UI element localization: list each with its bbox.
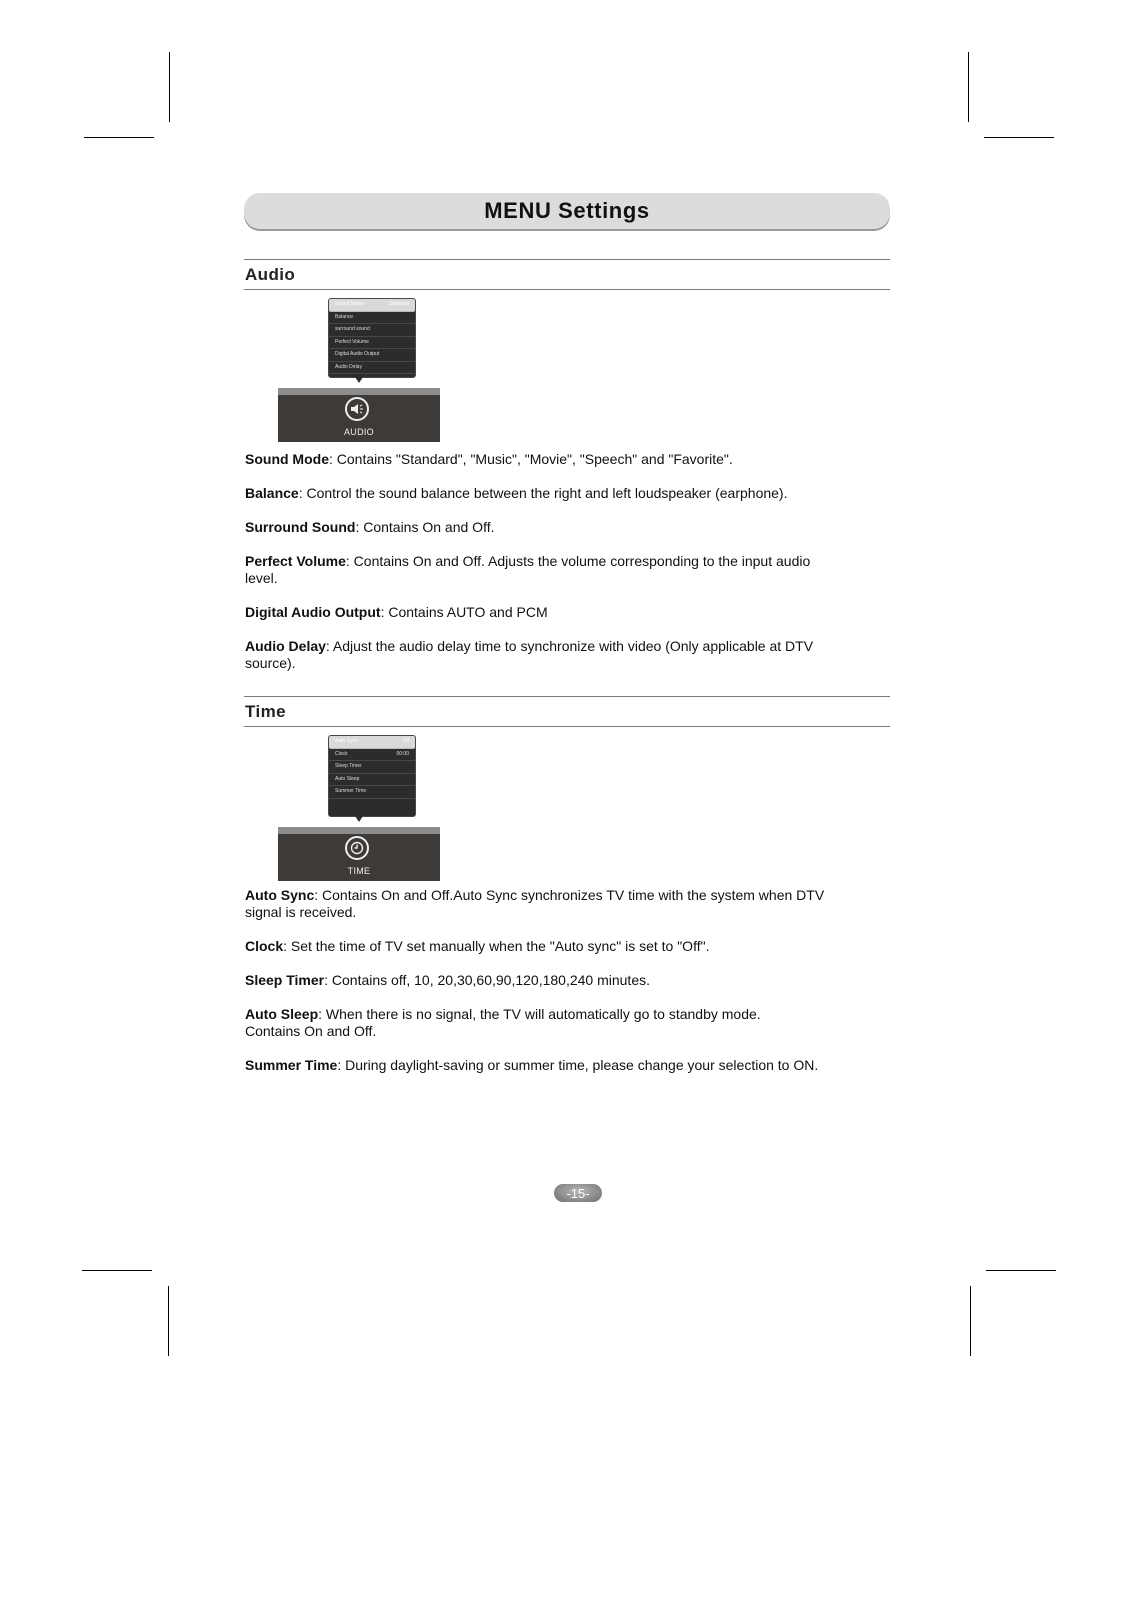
- time-osd-bar: [278, 827, 440, 881]
- page-number: -15-: [554, 1184, 602, 1202]
- osd-item-perfect-volume[interactable]: [329, 337, 415, 350]
- term: Clock: [245, 938, 284, 954]
- osd-item-clock[interactable]: [329, 749, 415, 762]
- osd-item-auto-sync[interactable]: [329, 736, 415, 749]
- desc-sleep-timer: [245, 972, 855, 989]
- osd-item-label: Balance: [335, 313, 354, 320]
- term: Auto Sync: [245, 887, 315, 903]
- section-rule: [244, 696, 890, 697]
- osd-item-digital-audio-output[interactable]: [329, 349, 415, 362]
- osd-item-balance[interactable]: [329, 312, 415, 325]
- crop-mark: [168, 1286, 169, 1356]
- desc-clock: [245, 938, 855, 955]
- desc-balance: [245, 485, 855, 502]
- osd-item-summer-time[interactable]: [329, 786, 415, 799]
- section-rule: [244, 289, 890, 290]
- osd-bar-strip: [278, 388, 440, 395]
- page-title-bar: [244, 193, 890, 229]
- osd-item-sound-mode[interactable]: [329, 299, 415, 312]
- clock-icon: [345, 836, 369, 860]
- crop-mark: [986, 1270, 1056, 1271]
- time-heading: Time: [245, 702, 286, 721]
- definition: : Contains off, 10, 20,30,60,90,120,180,240 minutes.: [324, 972, 650, 988]
- desc-audio-delay: [245, 638, 830, 672]
- crop-mark: [970, 1286, 971, 1356]
- term: Summer Time: [245, 1057, 338, 1073]
- osd-item-label: Sound Mode: [335, 301, 364, 307]
- osd-pointer: [355, 377, 363, 383]
- osd-item-label: Digital Audio Output: [335, 351, 380, 357]
- definition: : During daylight-saving or summer time, please change your selection to ON.: [337, 1057, 819, 1073]
- desc-perfect-volume: [245, 553, 830, 587]
- osd-item-label: Perfect Volume: [335, 338, 369, 345]
- osd-bar-label: TIME: [347, 866, 371, 876]
- osd-item-label: Summer Time: [335, 788, 367, 794]
- crop-mark: [84, 137, 154, 138]
- desc-auto-sleep: [245, 1006, 815, 1040]
- section-rule: [244, 726, 890, 727]
- osd-pointer: [355, 816, 363, 822]
- osd-item-label: Auto Sleep: [335, 775, 360, 782]
- desc-auto-sync: [245, 887, 845, 921]
- osd-item-value: 00:00: [396, 750, 409, 757]
- osd-bar-label: AUDIO: [343, 427, 374, 437]
- desc-surround-sound: [245, 519, 855, 536]
- term: Balance: [245, 485, 299, 501]
- osd-item-auto-sleep[interactable]: [329, 774, 415, 787]
- crop-mark: [82, 1270, 152, 1271]
- page-title: MENU Settings: [484, 198, 650, 223]
- term: Audio Delay: [245, 638, 326, 654]
- osd-item-value: Off: [402, 738, 409, 744]
- term: Sound Mode: [245, 451, 329, 467]
- definition: : Contains On and Off.: [355, 519, 495, 535]
- osd-item-label: surround sound: [335, 326, 370, 332]
- audio-osd-bar: [278, 388, 440, 442]
- osd-item-surround-sound[interactable]: [329, 324, 415, 337]
- crop-mark: [984, 137, 1054, 138]
- term: Digital Audio Output: [245, 604, 381, 620]
- audio-heading: Audio: [245, 265, 296, 284]
- osd-item-label: Audio Delay: [335, 363, 362, 370]
- term: Sleep Timer: [245, 972, 325, 988]
- osd-item-sleep-timer[interactable]: [329, 761, 415, 774]
- definition: : Contains On and Off. Adjusts the volume corresponding to the input audio level.: [245, 553, 811, 586]
- definition: : Control the sound balance between the right and left loudspeaker (earphone).: [298, 485, 788, 501]
- osd-item-label: Sleep Timer: [335, 763, 362, 769]
- term: Perfect Volume: [245, 553, 346, 569]
- definition: : Contains AUTO and PCM: [380, 604, 548, 620]
- osd-item-label: Auto Sync: [335, 738, 358, 744]
- definition: : Set the time of TV set manually when the "Auto sync" is set to "Off".: [283, 938, 710, 954]
- crop-mark: [968, 52, 969, 122]
- definition: : Adjust the audio delay time to synchronize with video (Only applicable at DTV source).: [245, 638, 814, 671]
- term: Auto Sleep: [245, 1006, 319, 1022]
- desc-digital-audio-output: [245, 604, 855, 621]
- osd-item-audio-delay[interactable]: [329, 362, 415, 375]
- section-rule: [244, 259, 890, 260]
- desc-summer-time: [245, 1057, 840, 1074]
- audio-osd-menu: [328, 298, 416, 378]
- osd-bar-strip: [278, 827, 440, 834]
- term: Surround Sound: [245, 519, 356, 535]
- osd-item-value: Standard: [388, 301, 409, 307]
- desc-sound-mode: [245, 451, 855, 468]
- definition: : Contains On and Off.Auto Sync synchronizes TV time with the system when DTV signal is received.: [245, 887, 825, 920]
- crop-mark: [169, 52, 170, 122]
- definition: : When there is no signal, the TV will automatically go to standby mode. Contains On and Off.: [245, 1006, 761, 1039]
- speaker-icon: [345, 397, 369, 421]
- osd-item-label: Clock: [335, 750, 348, 757]
- time-osd-menu: [328, 735, 416, 817]
- definition: : Contains "Standard", "Music", "Movie", "Speech" and "Favorite".: [329, 451, 733, 467]
